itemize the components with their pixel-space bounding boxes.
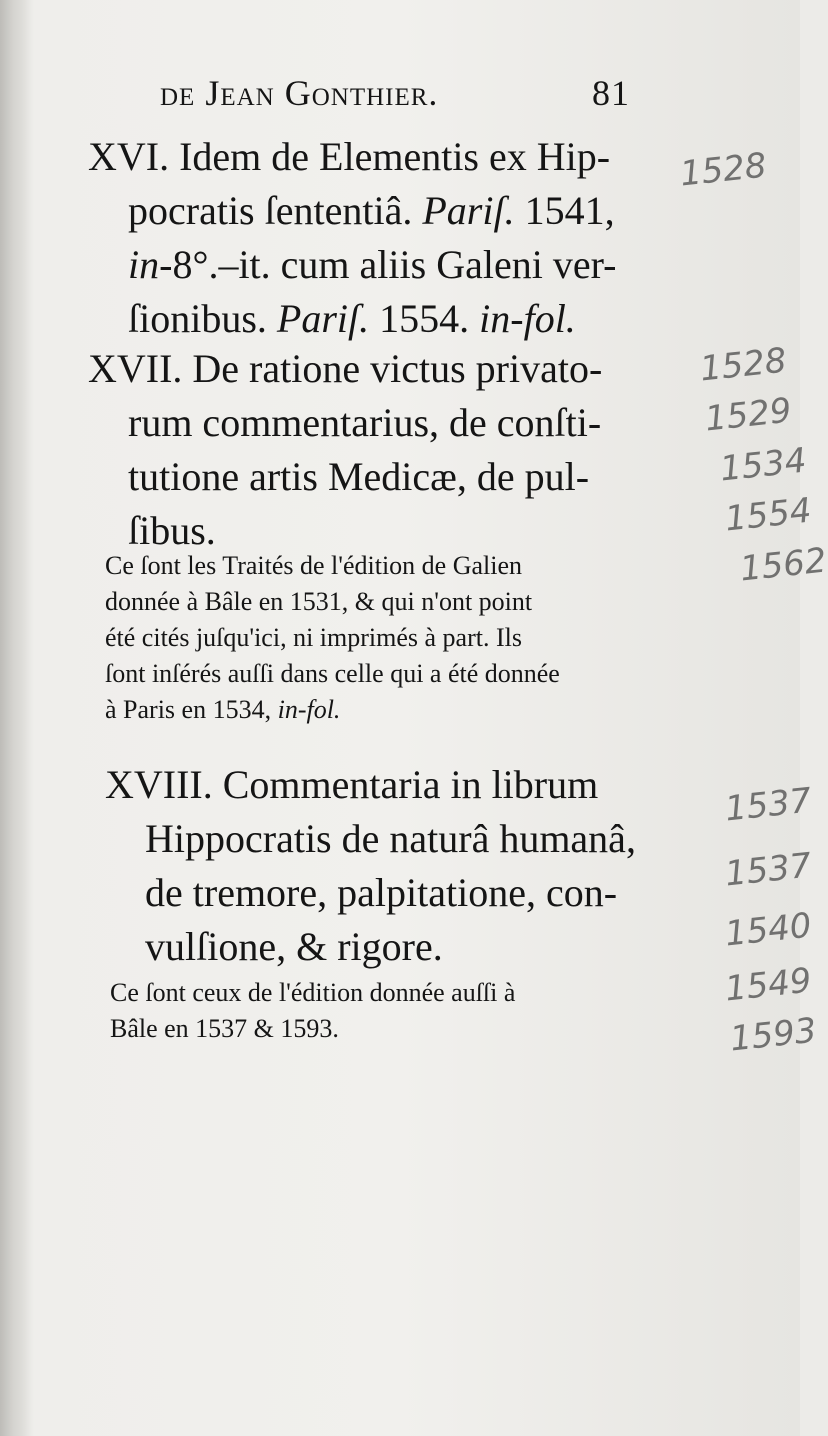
note-line: donnée à Bâle en 1531, & qui n'ont point — [105, 587, 533, 616]
entry-line: Hippocratis de naturâ humanâ, — [145, 816, 636, 861]
margin-note: 1554 — [723, 490, 814, 540]
margin-note: 1537 — [723, 845, 814, 895]
note-line: à Paris en 1534, in-fol. — [105, 695, 341, 724]
entry-line: pocratis ſententiâ. Pariſ. 1541, — [128, 188, 615, 233]
margin-note: 1528 — [698, 340, 789, 390]
entry-line: rum commentarius, de conſti- — [128, 400, 602, 445]
margin-note: 1528 — [678, 145, 769, 195]
margin-note: 1540 — [723, 905, 814, 955]
margin-note: 1593 — [728, 1010, 819, 1060]
note-line: Bâle en 1537 & 1593. — [110, 1014, 339, 1043]
entry-line: XVI. Idem de Elementis ex Hip- — [88, 134, 611, 179]
margin-note: 1534 — [718, 440, 809, 490]
note-after-xviii — [110, 975, 515, 1047]
note-after-xvii — [105, 548, 560, 728]
binding-shadow — [0, 0, 34, 1436]
entry-line: ſibus. — [128, 508, 216, 553]
note-line: Ce ſont les Traités de l'édition de Galien — [105, 551, 523, 580]
margin-note: 1537 — [723, 780, 814, 830]
note-line: Ce ſont ceux de l'édition donnée auſſi à — [110, 978, 516, 1007]
margin-note: 1562 — [738, 540, 828, 590]
entry-line: XVIII. Commentaria in librum — [105, 762, 599, 807]
entry-xviii — [105, 758, 636, 974]
margin-note: 1529 — [703, 390, 794, 440]
entry-line: vulſione, & rigore. — [145, 924, 443, 969]
entry-line: XVII. De ratione victus privato- — [88, 346, 603, 391]
note-line: été cités juſqu'ici, ni imprimés à part. Ils — [105, 623, 522, 652]
entry-line: ſionibus. Pariſ. 1554. in-fol. — [128, 296, 576, 341]
entry-xvi — [88, 130, 616, 346]
entry-line: tutione artis Medicæ, de pul- — [128, 454, 590, 499]
running-header — [160, 72, 630, 114]
page-number: 81 — [592, 73, 630, 113]
entry-xvii — [88, 342, 602, 558]
margin-note: 1549 — [723, 960, 814, 1010]
note-line: ſont inſérés auſſi dans celle qui a été donnée — [105, 659, 560, 688]
entry-line: in-8°.–it. cum aliis Galeni ver- — [128, 242, 617, 287]
running-title: de Jean Gonthier. — [160, 73, 439, 113]
entry-line: de tremore, palpitatione, con- — [145, 870, 618, 915]
